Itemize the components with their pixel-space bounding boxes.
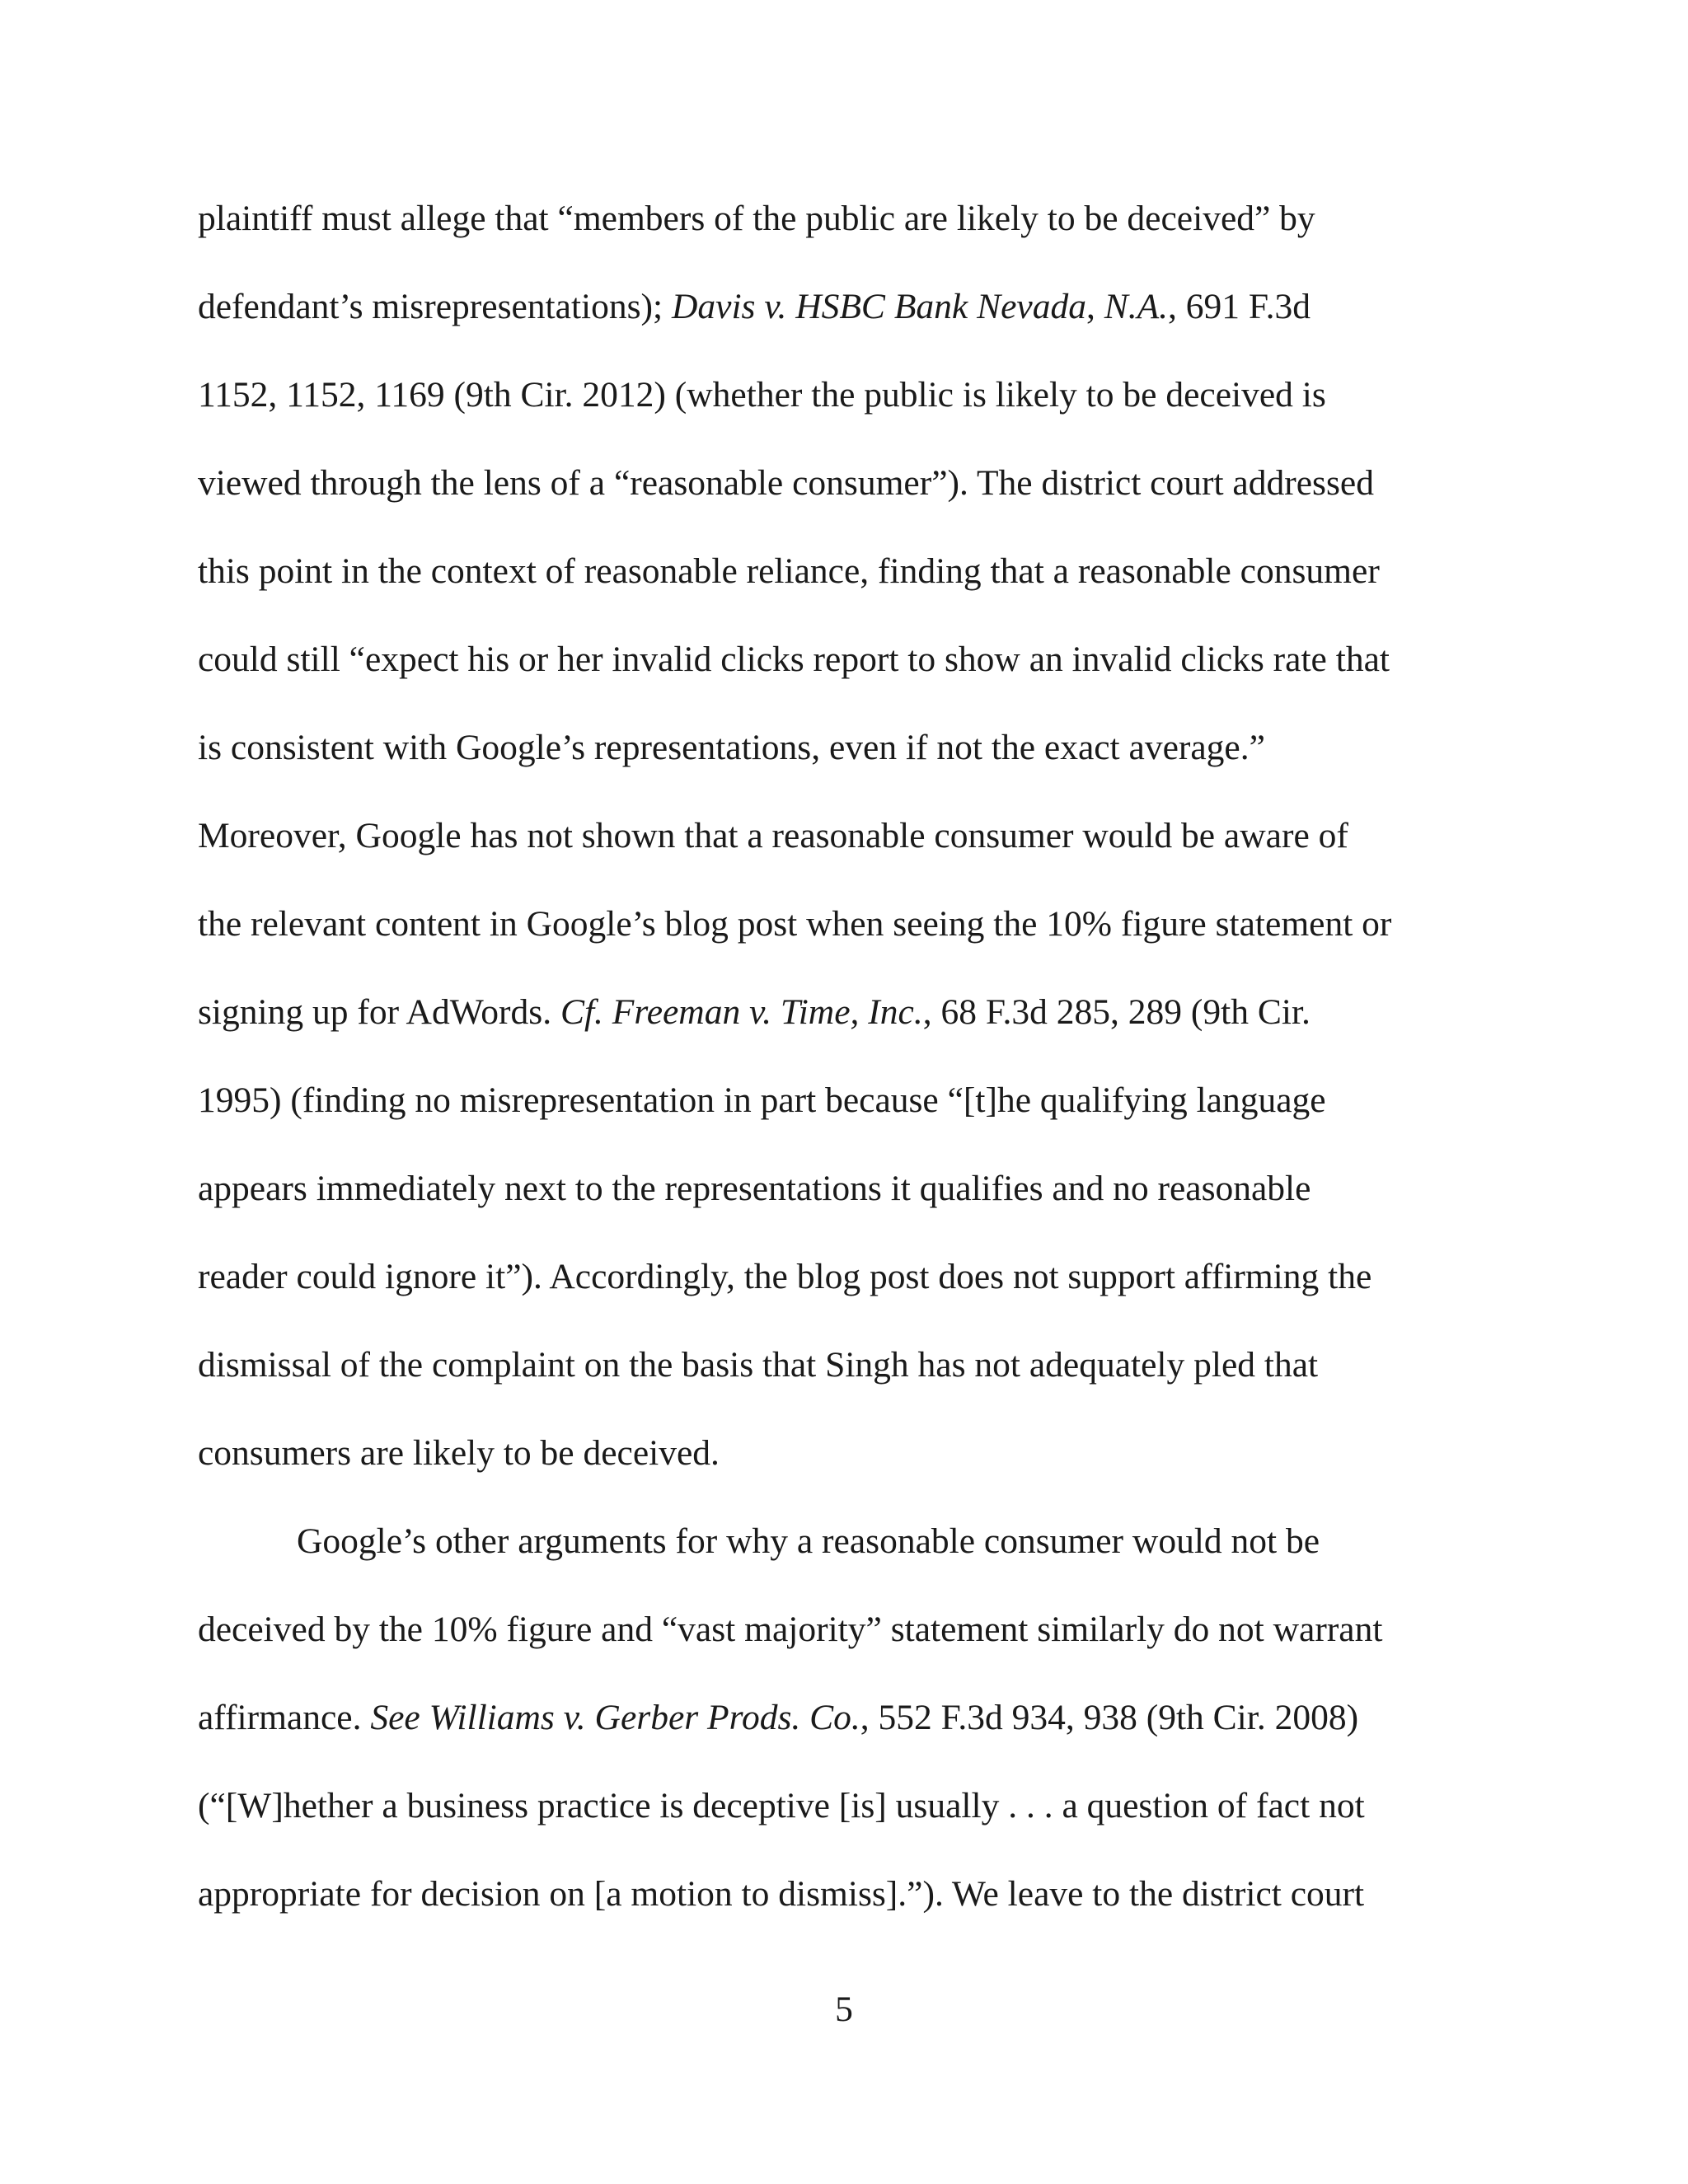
text-span: could still “expect his or her invalid clicks report to show an invalid clicks rate that <box>198 640 1390 679</box>
text-span: 1152, 1152, 1169 (9th Cir. 2012) (whether the public is likely to be deceived is <box>198 375 1326 415</box>
text-line <box>198 370 1533 458</box>
text-span: appropriate for decision on [a motion to dismiss].”). We leave to the district court <box>198 1874 1365 1914</box>
text-line <box>198 194 1533 282</box>
text-span: plaintiff must allege that “members of the public are likely to be deceived” by <box>198 199 1315 238</box>
text-line <box>198 899 1533 987</box>
text-line <box>198 1869 1533 1957</box>
page-number: 5 <box>835 1990 853 2029</box>
text-line <box>198 635 1533 723</box>
body-text <box>198 194 1533 1957</box>
text-line <box>198 811 1533 899</box>
text-line <box>198 1252 1533 1340</box>
text-span: viewed through the lens of a “reasonable consumer”). The district court addressed <box>198 463 1374 503</box>
text-span: the relevant content in Google’s blog post when seeing the 10% figure statement or <box>198 904 1392 944</box>
text-span: affirmance. <box>198 1698 371 1737</box>
text-line <box>198 1516 1533 1605</box>
text-span: this point in the context of reasonable reliance, finding that a reasonable consumer <box>198 551 1380 591</box>
text-line <box>198 1781 1533 1869</box>
text-line <box>198 1693 1533 1781</box>
text-line <box>198 723 1533 811</box>
citation-italic: Davis v. HSBC Bank Nevada <box>672 287 1086 326</box>
text-span: reader could ignore it”). Accordingly, the blog post does not support affirming the <box>198 1257 1372 1296</box>
text-line <box>198 1340 1533 1428</box>
text-line <box>198 1164 1533 1252</box>
text-line <box>198 1428 1533 1516</box>
text-span: Moreover, Google has not shown that a reasonable consumer would be aware of <box>198 816 1348 855</box>
text-span: 1995) (finding no misrepresentation in part because “[t]he qualifying language <box>198 1080 1326 1120</box>
text-span: is consistent with Google’s representations, even if not the exact average.” <box>198 728 1265 767</box>
text-line <box>198 282 1533 370</box>
text-span: Google’s other arguments for why a reasonable consumer would not be <box>297 1521 1320 1561</box>
text-span: consumers are likely to be deceived. <box>198 1433 720 1473</box>
citation-italic: Cf. Freeman v. Time, Inc. <box>560 992 923 1032</box>
text-span: dismissal of the complaint on the basis that Singh has not adequately pled that <box>198 1345 1319 1385</box>
text-span: appears immediately next to the representations it qualifies and no reasonable <box>198 1169 1311 1208</box>
text-span: , 691 F.3d <box>1168 287 1311 326</box>
text-line <box>198 987 1533 1076</box>
citation-italic: N.A. <box>1104 287 1169 326</box>
text-span: signing up for AdWords. <box>198 992 560 1032</box>
text-line <box>198 1076 1533 1164</box>
text-span: , 68 F.3d 285, 289 (9th Cir. <box>922 992 1311 1032</box>
citation-italic: See Williams v. Gerber Prods. Co. <box>370 1698 860 1737</box>
text-line <box>198 458 1533 546</box>
text-line <box>198 546 1533 635</box>
text-line <box>198 1605 1533 1693</box>
text-span: defendant’s misrepresentations); <box>198 287 672 326</box>
text-span: deceived by the 10% figure and “vast majority” statement similarly do not warrant <box>198 1610 1383 1649</box>
text-span: , <box>1085 287 1104 326</box>
text-span: (“[W]hether a business practice is deceptive [is] usually . . . a question of fact not <box>198 1786 1365 1825</box>
text-span: , 552 F.3d 934, 938 (9th Cir. 2008) <box>860 1698 1359 1737</box>
